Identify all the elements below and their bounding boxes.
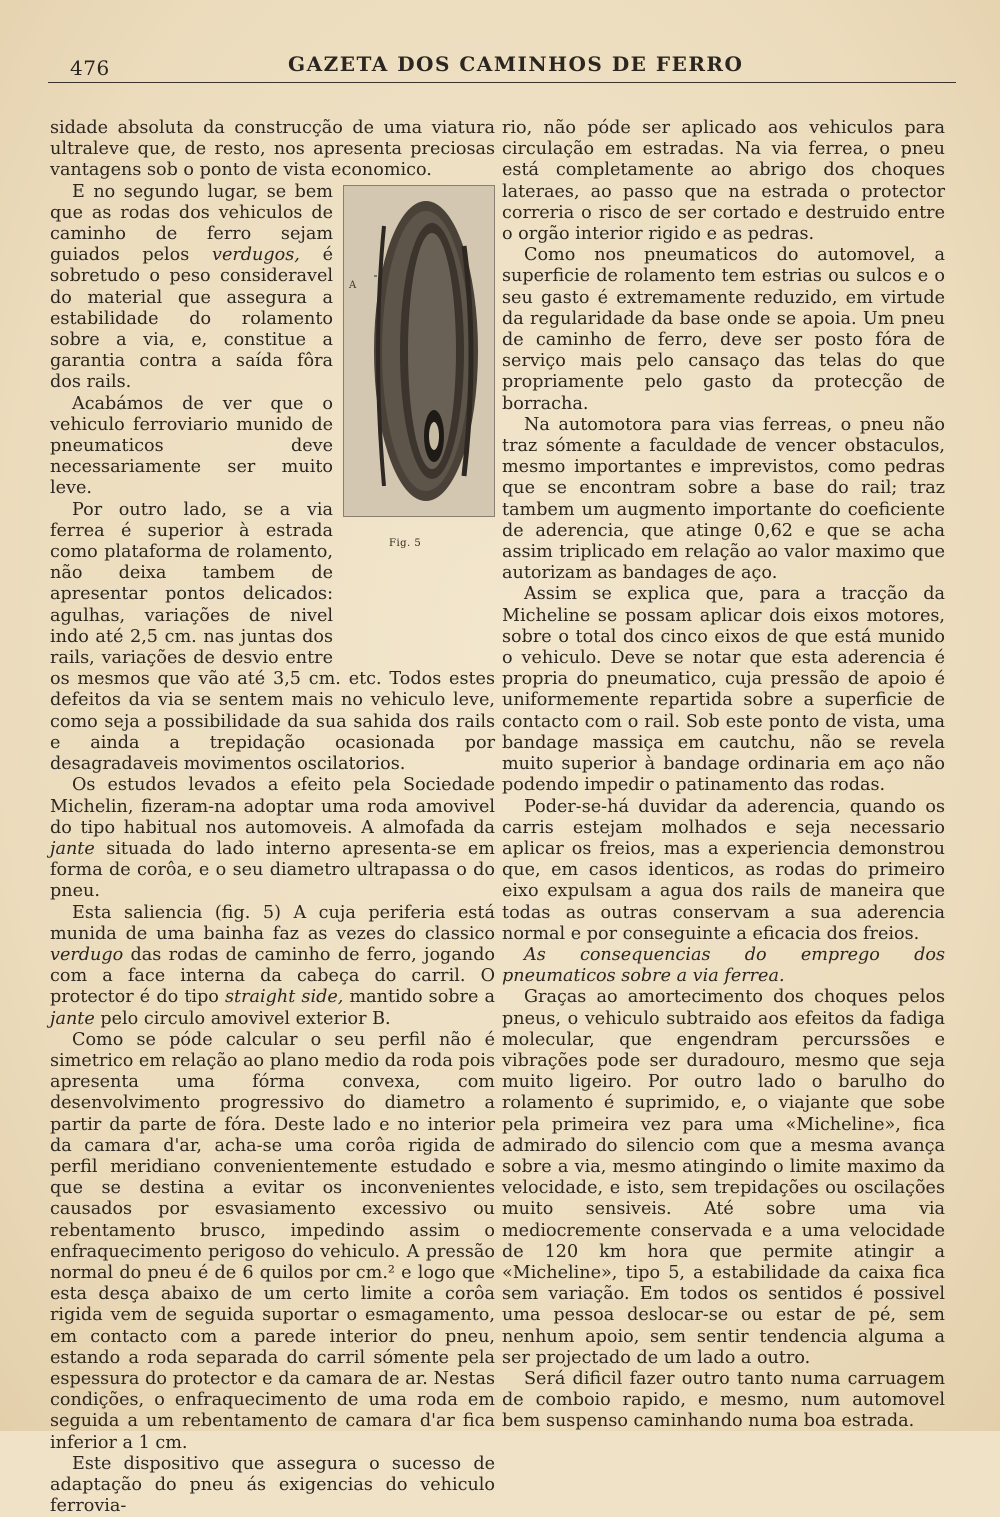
left-paragraph-5 — [50, 775, 495, 902]
italic-term: jante — [50, 1008, 95, 1029]
header-rule — [48, 82, 956, 83]
text-span: das rodas de caminho de ferro, jogando com a face interna da cabeça do carril. O protector é do tipo — [50, 944, 495, 1008]
right-paragraph-1: rio, não póde ser aplicado aos vehiculos para circulação em estradas. Na via ferrea, o pneu está completamente ao abrigo dos choques lateraes, ao passo que na estrada o protector correria o risco de ser cortado e destruido entre o orgão interior rigido e as pedras. — [502, 118, 945, 245]
right-paragraph-2: Como nos pneumaticos do automovel, a superficie de rolamento tem estrias ou sulcos e o seu gasto é extremamente reduzido, em virtude da regularidade da base onde se apoia. Um pneu de caminho de ferro, deve ser posto fóra de serviço mais pelo cansaço das telas do que propriamente pelo gasto da protecção de borracha. — [502, 245, 945, 414]
text-span: é sobretudo o peso consideravel do material que assegura a estabilidade do rolamento sobre a via, e, constitue a garantia contra a saída fôra dos rails. — [50, 245, 333, 393]
page-number: 476 — [70, 56, 110, 80]
right-paragraph-6: Graças ao amortecimento dos choques pelos pneus, o vehiculo subtraido aos efeitos da fadiga molecular, que engendram percurssões e vibrações pode ser duradouro, mesmo que seja muito ligeiro. Por outro lado o barulho do rolamento é suprimido, e, o viajante que sobe pela primeira vez para uma «Micheline», fica admirado do silencio com que a mesma avança sobre a via, mesmo atingindo o limite maximo da velocidade, e isto, sem trepidações ou oscilações muito sensiveis. Até sobre uma via mediocremente conservada e a uma velocidade de 120 km hora que permite atingir a «Micheline», tipo 5, a estabilidade da caixa fica sem variação. Em todos os sentidos é possivel uma pessoa deslocar-se ou estar de pé, sem nenhum apoio, sem sentir tendencia alguma a ser projectado de um lado a outro. — [502, 987, 945, 1368]
text-span: pelo circulo amovivel exterior B. — [94, 1008, 391, 1029]
italic-term: verdugo — [50, 944, 124, 965]
figure-label-a: A — [349, 279, 357, 291]
right-paragraph-7: Será dificil fazer outro tanto numa carruagem de comboio rapido, e mesmo, num automovel bem suspenso caminhando numa boa estrada. — [502, 1368, 945, 1432]
left-paragraph-3: Acabámos de ver que o vehiculo ferroviario munido de pneumaticos deve necessariamente ser muito leve. — [50, 393, 333, 499]
right-column — [502, 118, 945, 1433]
left-paragraph-1: sidade absoluta da construcção de uma viatura ultraleve que, de resto, nos apresenta preciosas vantagens sob o ponto de vista economico. — [50, 118, 495, 181]
left-paragraph-6 — [50, 903, 495, 1030]
figure-5 — [343, 185, 495, 665]
journal-title: GAZETA DOS CAMINHOS DE FERRO — [288, 52, 744, 76]
italic-term: jante — [50, 838, 95, 859]
text-span: mantido sobre a — [343, 987, 495, 1008]
italic-term: straight side, — [225, 987, 344, 1008]
right-paragraph-4: Assim se explica que, para a tracção da Micheline se possam aplicar dois eixos motores, sobre o total dos cinco eixos de que está munido o vehiculo. Deve se notar que esta aderencia é propria do pneumatico, cuja pressão de apoio é uniformemente repartida sobre a superficie de contacto com o rail. Sob este ponto de vista, uma bandage massiça em cautchu, não se revela muito superior à bandage ordinaria em aço não podendo impedir o patinamento das rodas. — [502, 584, 945, 796]
text-span: Esta saliencia (fig. 5) A cuja periferia está munida de uma bainha faz as vezes do classico — [50, 902, 495, 944]
text-span: E no segundo lugar, se bem que as rodas dos vehiculos de caminho de ferro sejam guiados pelos — [50, 181, 333, 266]
section-heading: As consequencias do emprego dos pneumaticos sobre a via ferrea. — [502, 944, 945, 987]
right-paragraph-3: Na automotora para vias ferreas, o pneu não traz sómente a faculdade de vencer obstaculos, mesmo importantes e imprevistos, como pedras que se encontram sobre a base do rail; traz tambem um augmento importante do coeficiente de aderencia, que atinge 0,62 e que se acha assim triplicado em relação ao valor maximo que autorizam as bandages de aço. — [502, 414, 945, 584]
left-paragraph-4: Por outro lado, se a via ferrea é superior à estrada como plataforma de rolamento, não deixa tambem de apresentar pontos delicados: agulhas, variações de nivel indo até 2,5 cm. nas juntas dos rails, variações de desvio entre os mesmos que vão até 3,5 cm. etc. Todos estes defeitos da via se sentem mais no vehiculo leve, como seja a possibilidade da sua sahida dos rails e ainda a trepidação ocasionada por desagradaveis movimentos oscilatorios. — [50, 499, 495, 775]
text-span: Os estudos levados a efeito pela Sociedade Michelin, fizeram-na adoptar uma roda amovivel do tipo habitual nos automoveis. A almofada da — [50, 775, 495, 838]
tyre-wheel-photo — [343, 185, 495, 517]
right-paragraph-5: Poder-se-há duvidar da aderencia, quando os carris estejam molhados e seja necessario aplicar os freios, mas a experiencia demonstrou que, em casos identicos, as rodas do primeiro eixo expulsam a agua dos rails de maneira que todas as outras conservam a sua aderencia normal e por conseguinte a eficacia dos freios. — [502, 796, 945, 944]
page-header — [48, 52, 956, 78]
figure-caption: Fig. 5 — [389, 537, 422, 549]
left-paragraph-7: Como se póde calcular o seu perfil não é simetrico em relação ao plano medio da roda pois apresenta uma fórma convexa, com desenvolvimento progressivo do diametro a partir da parte de fóra. Deste lado e no interior da camara d'ar, acha-se uma corôa rigida de perfil meridiano convenientemente estudado e que se destina a evitar os inconvenientes causados por esvasiamento excessivo ou rebentamento brusco, impedindo assim o enfraquecimento perigoso do vehiculo. A pressão normal do pneu é de 6 quilos por cm.² e logo que esta desça abaixo de um certo limite a corôa rigida vem de seguida suportar o esmagamento, em contacto com a parede interior do pneu, estando a roda separada do carril sómente pela espessura do protector e da camara de ar. Nestas condições, o enfraquecimento de uma roda em seguida a um rebentamento de camara d'ar fica inferior a 1 cm. — [50, 1029, 495, 1453]
text-span: situada do lado interno apresenta-se em forma de corôa, e o seu diametro ultrapassa o do pneu. — [50, 838, 495, 902]
left-column — [50, 118, 495, 1517]
italic-term: verdugos, — [212, 245, 300, 266]
left-paragraph-8: Este dispositivo que assegura o sucesso de adaptação do pneu ás exigencias do vehiculo ferrovia- — [50, 1453, 495, 1517]
